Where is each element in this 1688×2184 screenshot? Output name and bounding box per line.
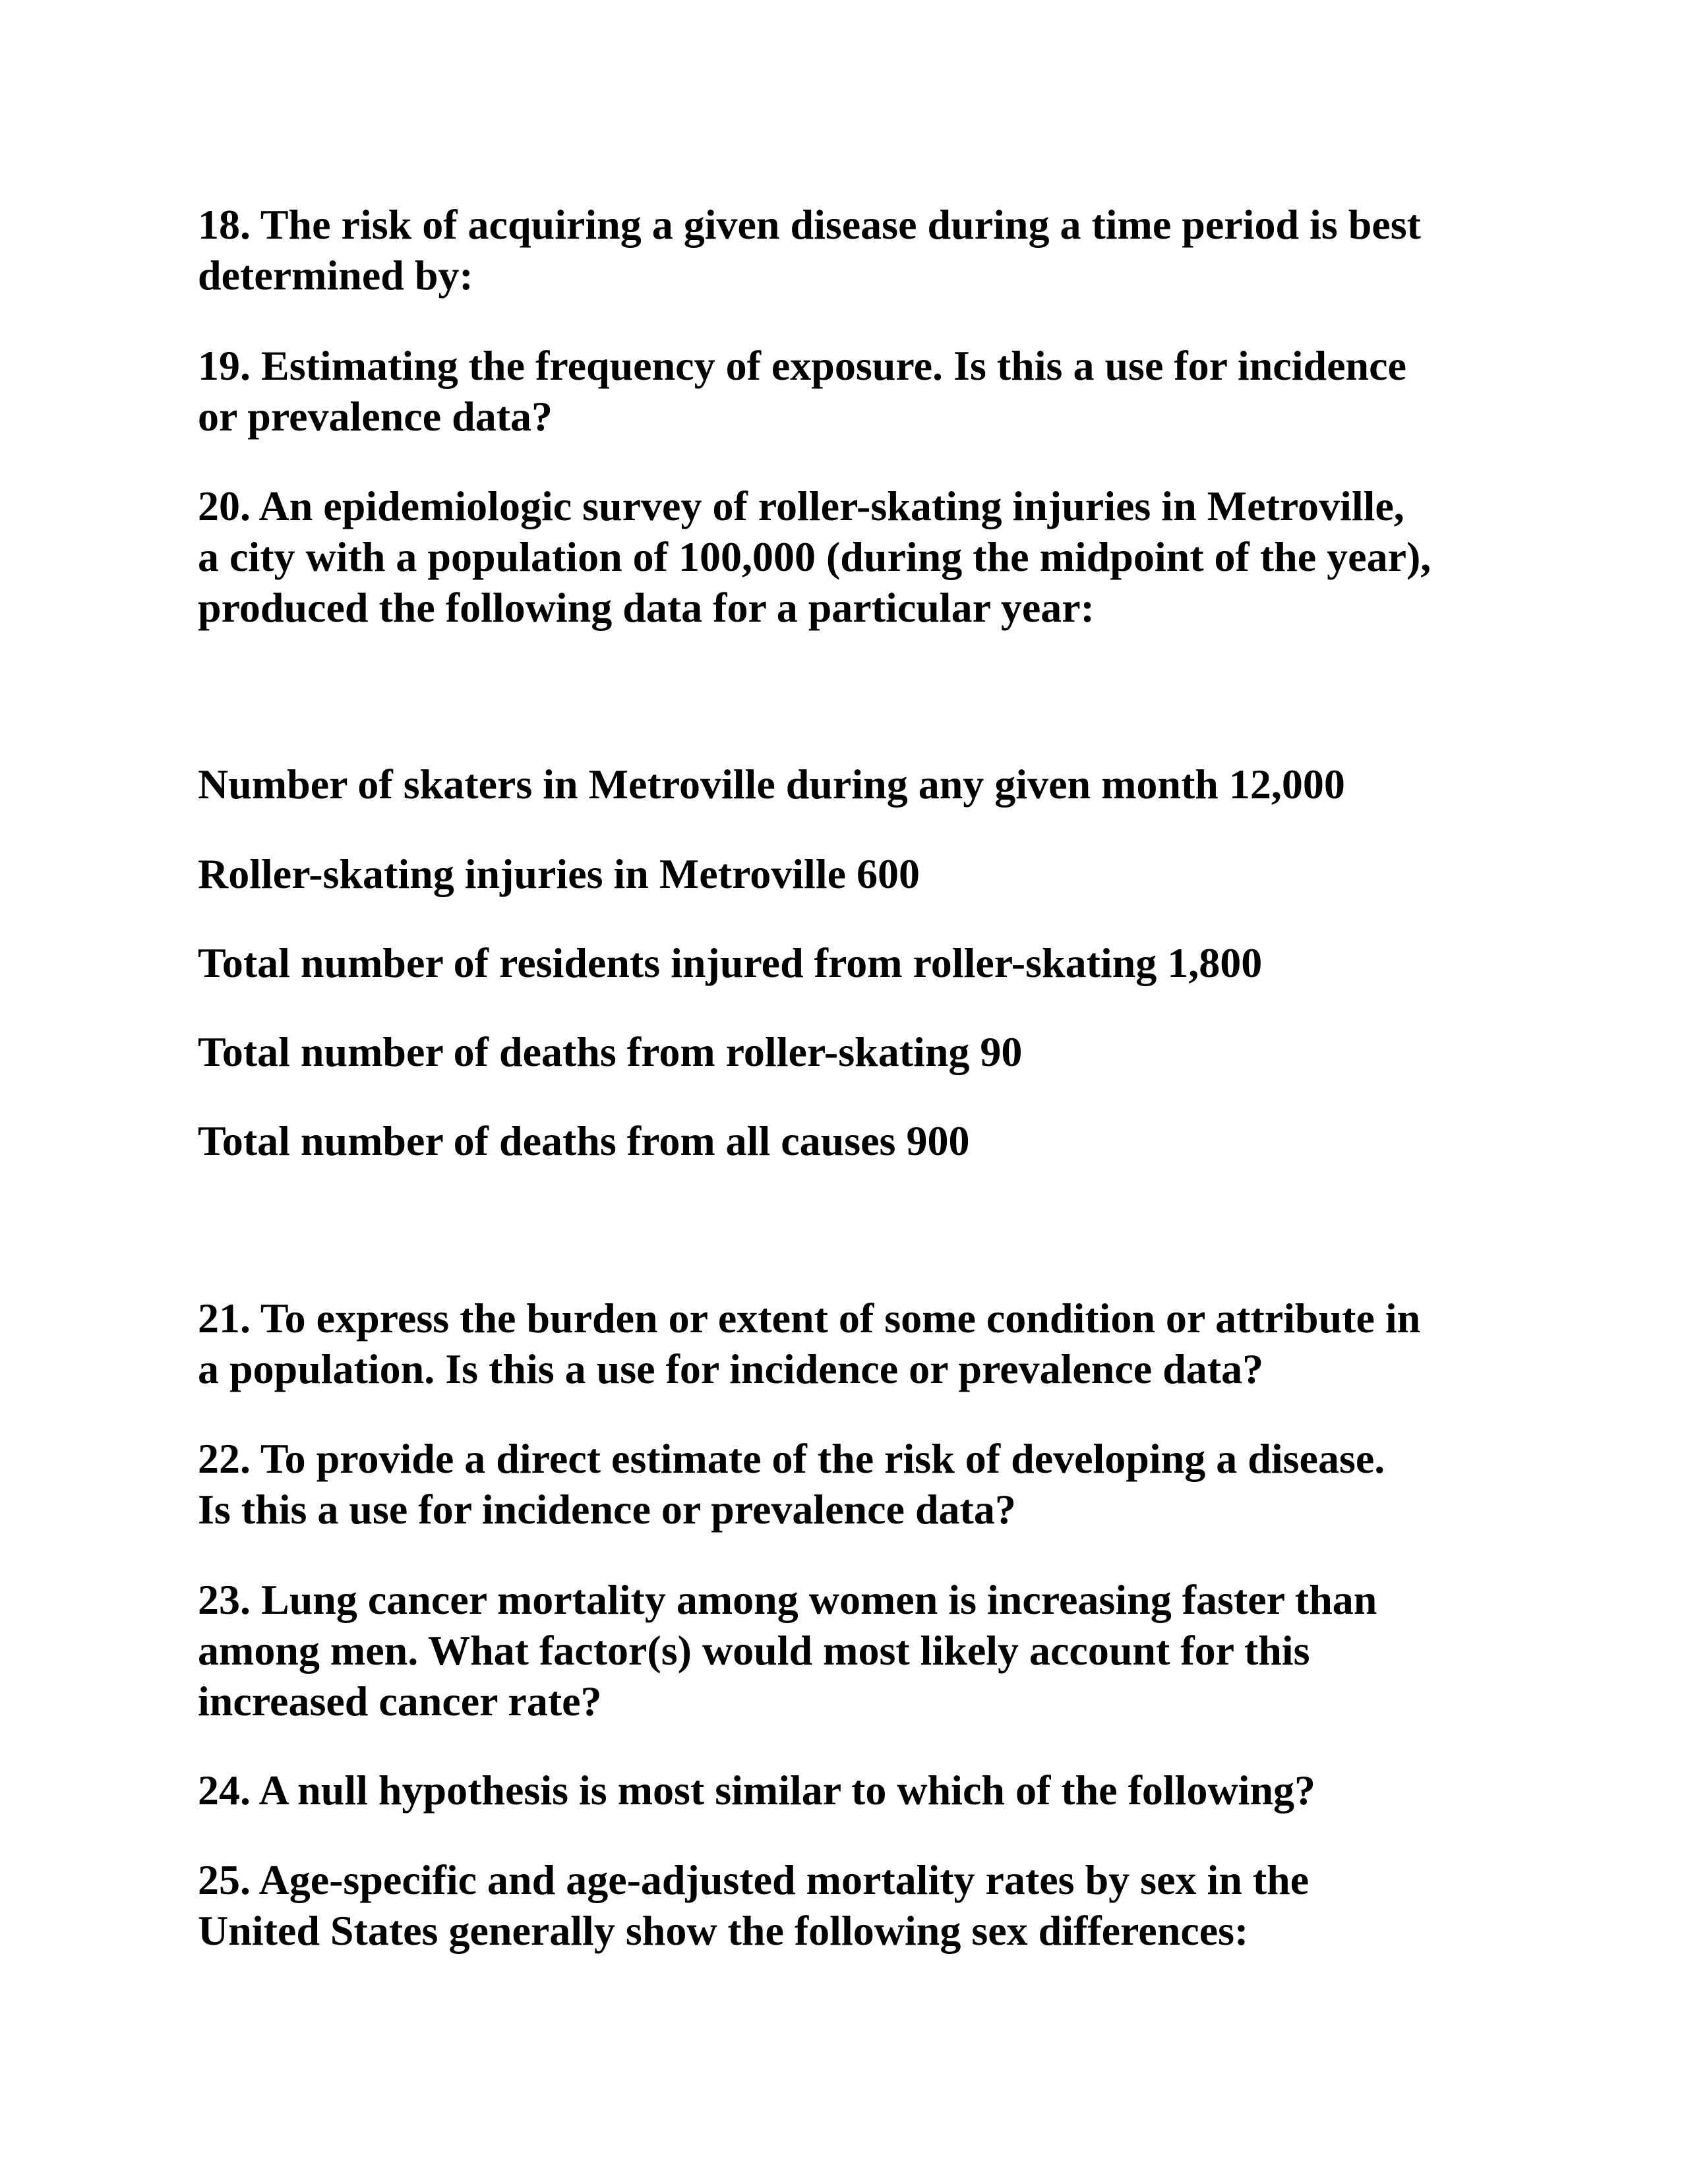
question-20-line-1: 20. An epidemiologic survey of roller-skating injuries in Metroville, xyxy=(198,483,1404,529)
question-23-line-1: 23. Lung cancer mortality among women is increasing faster than xyxy=(198,1576,1377,1623)
survey-line: Total number of deaths from roller-skating 90 xyxy=(198,1028,1023,1075)
question-22-line-1: 22. To provide a direct estimate of the risk of developing a disease. xyxy=(198,1435,1385,1482)
survey-line: Roller-skating injuries in Metroville 600 xyxy=(198,850,920,897)
question-19 xyxy=(198,340,1517,442)
survey-injuries xyxy=(198,848,1517,899)
question-21 xyxy=(198,1293,1517,1394)
question-18-line-2: determined by: xyxy=(198,252,473,299)
question-18-line-1: 18. The risk of acquiring a given disease during a time period is best xyxy=(198,201,1421,248)
question-22 xyxy=(198,1433,1517,1535)
question-20 xyxy=(198,481,1517,633)
survey-line: Number of skaters in Metroville during any given month 12,000 xyxy=(198,761,1345,808)
survey-skating-deaths xyxy=(198,1026,1517,1077)
question-23-line-2: among men. What factor(s) would most likely account for this xyxy=(198,1627,1310,1674)
question-21-line-1: 21. To express the burden or extent of some condition or attribute in xyxy=(198,1295,1421,1342)
question-20-line-3: produced the following data for a particular year: xyxy=(198,584,1095,631)
question-19-line-1: 19. Estimating the frequency of exposure. Is this a use for incidence xyxy=(198,342,1406,389)
question-25-line-2: United States generally show the following sex differences: xyxy=(198,1907,1249,1954)
question-23 xyxy=(198,1574,1517,1727)
survey-all-deaths xyxy=(198,1115,1517,1166)
question-20-line-2: a city with a population of 100,000 (during the midpoint of the year), xyxy=(198,533,1432,580)
question-22-line-2: Is this a use for incidence or prevalence data? xyxy=(198,1486,1016,1533)
question-25-line-1: 25. Age-specific and age-adjusted mortality rates by sex in the xyxy=(198,1856,1310,1903)
question-21-line-2: a population. Is this a use for incidence or prevalence data? xyxy=(198,1345,1264,1392)
question-19-line-2: or prevalence data? xyxy=(198,393,553,440)
question-18 xyxy=(198,199,1517,301)
question-24-line-1: 24. A null hypothesis is most similar to which of the following? xyxy=(198,1767,1316,1814)
question-24 xyxy=(198,1765,1517,1815)
survey-line: Total number of deaths from all causes 900 xyxy=(198,1117,970,1164)
question-23-line-3: increased cancer rate? xyxy=(198,1678,602,1725)
survey-skaters xyxy=(198,759,1517,810)
question-25 xyxy=(198,1854,1517,1956)
survey-residents-injured xyxy=(198,937,1517,988)
survey-line: Total number of residents injured from roller-skating 1,800 xyxy=(198,939,1263,986)
